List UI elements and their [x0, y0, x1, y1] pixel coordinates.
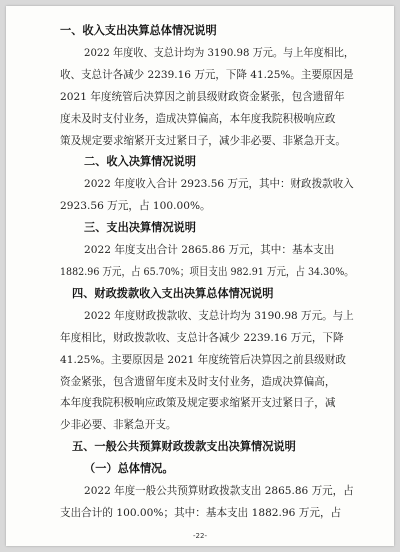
section-heading-4: 四、财政拨款收入支出决算总体情况说明 [72, 287, 274, 300]
paragraph-line: 度未及时支付业务，造成决算偏高，本年度我院积极响应政 [60, 113, 336, 125]
paragraph-line: 2022 年度支出合计 2865.86 万元，其中：基本支出 [84, 244, 335, 256]
subsection-heading: （一）总体情况。 [84, 462, 174, 475]
paragraph-line: 1882.96 万元，占 65.70%；项目支出 982.91 万元，占 34.30%。 [60, 266, 354, 278]
document-page [6, 6, 394, 546]
paragraph-line: 策及规定要求缩紧开支过紧日子，减少非必要、非紧急开支。 [60, 135, 347, 147]
section-heading-3: 三、支出决算情况说明 [84, 221, 196, 234]
section-heading-2: 二、收入决算情况说明 [84, 155, 196, 168]
paragraph-line: 2923.56 万元，占 100.00%。 [60, 200, 211, 212]
paragraph-line: 支出合计的 100.00%；其中：基本支出 1882.96 万元，占 [60, 507, 342, 519]
paragraph-line: 年度相比，财政拨款收、支总计各减少 2239.16 万元，下降 [60, 332, 344, 344]
paragraph-line: 收、支总计各减少 2239.16 万元，下降 41.25%。主要原因是 [60, 69, 354, 81]
paragraph-line: 少非必要、非紧急开支。 [60, 419, 177, 431]
paragraph-line: 2022 年度一般公共预算财政拨款支出 2865.86 万元，占 [84, 485, 354, 497]
section-heading-5: 五、一般公共预算财政拨款支出决算情况说明 [72, 440, 296, 453]
paragraph-line: 资金紧张，包含遗留年度未及时支付业务，造成决算偏高， [60, 376, 336, 388]
section-heading-1: 一、收入支出决算总体情况说明 [60, 24, 217, 37]
paragraph-line: 2022 年度收入合计 2923.56 万元，其中：财政拨款收入 [84, 178, 354, 190]
paragraph-line: 2021 年度统管后决算因之前县级财政资金紧张，包含遗留年 [60, 91, 345, 103]
paragraph-line: 本年度我院积极响应政策及规定要求缩紧开支过紧日子，减 [60, 397, 336, 409]
page-number: -22- [193, 532, 207, 540]
paragraph-line: 41.25%。主要原因是 2021 年度统管后决算因之前县级财政 [60, 354, 346, 366]
paragraph-line: 2022 年度财政拨款收、支总计均为 3190.98 万元。与上 [84, 310, 354, 322]
paragraph-line: 2022 年度收、支总计均为 3190.98 万元。与上年度相比， [84, 47, 355, 59]
